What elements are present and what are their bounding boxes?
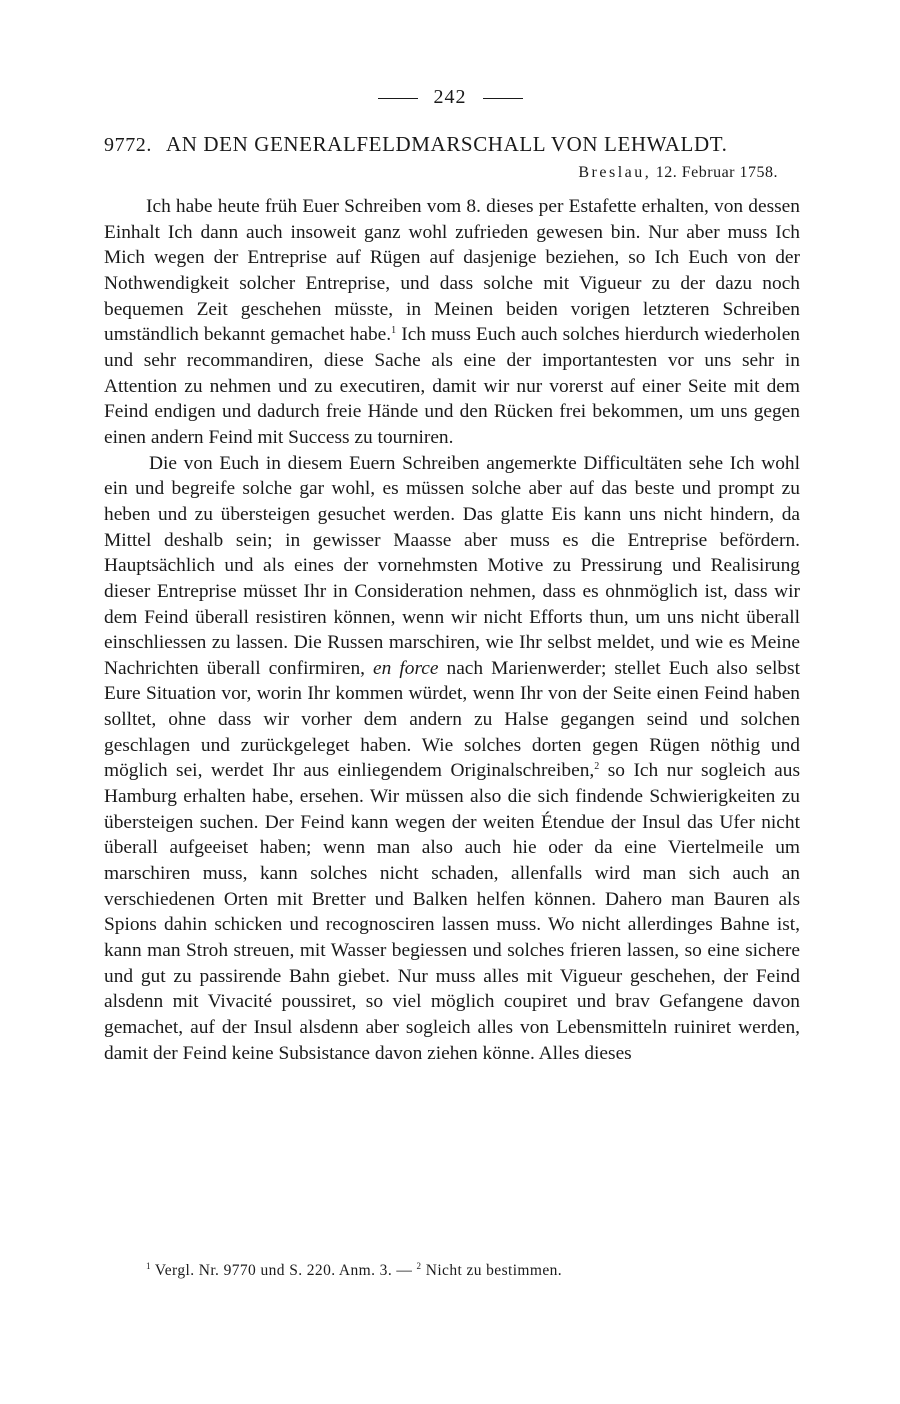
page-number: 242 <box>433 86 467 108</box>
footnote-1-text: Vergl. Nr. 9770 und S. 220. Anm. 3. <box>154 1262 393 1279</box>
letter-number: 9772. <box>104 134 152 156</box>
italic-phrase: en force <box>373 657 439 679</box>
letter-heading <box>104 132 804 157</box>
left-dash <box>378 98 418 99</box>
dateline <box>578 164 778 182</box>
paragraph-2 <box>104 451 800 1067</box>
dateline-place: Breslau, <box>578 164 652 181</box>
page-number-line <box>0 86 900 109</box>
footnote-2-text: Nicht zu bestimmen. <box>425 1262 563 1279</box>
footnotes <box>146 1262 806 1280</box>
letter-body <box>104 194 800 1066</box>
footnote-2-mark: 2 <box>416 1261 422 1271</box>
footnote-ref-1: 1 <box>391 325 397 337</box>
right-dash <box>483 98 523 99</box>
dateline-date: 12. Februar 1758. <box>655 164 778 181</box>
paragraph-1 <box>104 194 800 451</box>
footnote-separator: — <box>392 1262 417 1279</box>
paragraph-1-text-b: Ich muss Euch auch solches hierdurch wiederholen und sehr recommandiren, diese Sache als eine der importantesten vor uns sehr in Attention zu nehmen und zu executiren, damit wir nur vorerst auf einer Seite mit dem Feind endigen und dadurch freie Hände und den Rücken frei bekommen, um uns gegen einen andern Feind mit Success zu tourniren. <box>104 324 800 448</box>
paragraph-2-text-b: nach Marienwerder; stellet Euch also selbst Eure Situation vor, worin Ihr kommen würdet, wenn Ihr von der Seite einen Feind haben solltet, ohne dass wir vorher dem andern zu Halse gegangen seind und solchen geschlagen und zurückgeleget haben. Wie solches dorten gegen Rügen nöthig und möglich sei, werdet Ihr aus einliegendem Originalschreiben, <box>104 657 800 782</box>
paragraph-1-text-a: Ich habe heute früh Euer Schreiben vom 8. dieses per Estafette erhalten, von dessen Einhalt Ich dann auch insoweit ganz wohl zufrieden gewesen bin. Nur aber muss Ich Mich wegen der Entreprise auf Rügen auf dasjenige beziehen, so Ich Euch von der Nothwendigkeit solcher Entreprise, und dass solche mit Vigueur zu der dazu noch bequemen Zeit geschehen müsste, in Meinen beiden vorigen letzteren Schreiben umständlich bekannt gemachet habe. <box>104 196 800 346</box>
footnote-1-mark: 1 <box>146 1261 151 1271</box>
letter-title: AN DEN GENERALFELDMARSCHALL VON LEHWALDT. <box>166 132 728 156</box>
paragraph-2-text-a: Die von Euch in diesem Euern Schreiben angemerkte Difficultäten sehe Ich wohl ein und begreife solche gar wohl, es müssen solche aber auf das beste und prompt zu heben und zu übersteigen gesuchet werden. Das glatte Eis kann uns nicht hindern, da Mittel deshalb sein; in gewisser Maasse aber muss es die Entreprise befördern. Hauptsächlich und als eines der vornehmsten Motive zu Pressirung und Realisirung dieser Entreprise müsset Ihr in Consideration nehmen, dass es ohnmöglich ist, dass wir dem Feind überall resistiren können, wenn wir nicht Efforts thun, um uns nicht überall einschliessen zu lassen. Die Russen marschiren, wie Ihr selbst meldet, und wie es Meine Nachrichten überall confirmiren, <box>104 452 800 679</box>
paragraph-2-text-c: so Ich nur sogleich aus Hamburg erhalten habe, ersehen. Wir müssen also die sich findende Schwierigkeiten zu übersteigen suchen. Der Feind kann wegen der weiten Étendue der Insul das Ufer nicht überall aufgeeiset haben; wenn man also auch hie oder da eine Viertelmeile um marschiren muss, kann solches nicht schaden, allenfalls wird man sich auch an verschiedenen Orten mit Bretter und Balken helfen können. Dahero man Bauren als Spions dahin schicken und recognosciren lassen muss. Wo nicht allerdinges Bahne ist, kann man Stroh streuen, mit Wasser begiessen und solches frieren lassen, so eine sichere und gut zu passirende Bahn giebet. Nur muss alles mit Vigueur geschehen, der Feind alsdenn mit Vivacité poussiret, so viel möglich coupiret und brav Gefangene davon gemachet, auf der Insul alsdenn aber sogleich alles von Lebensmitteln ruiniret werden, damit der Feind keine Subsistance davon ziehen könne. Alles dieses <box>104 760 800 1064</box>
footnote-ref-2: 2 <box>594 761 600 773</box>
